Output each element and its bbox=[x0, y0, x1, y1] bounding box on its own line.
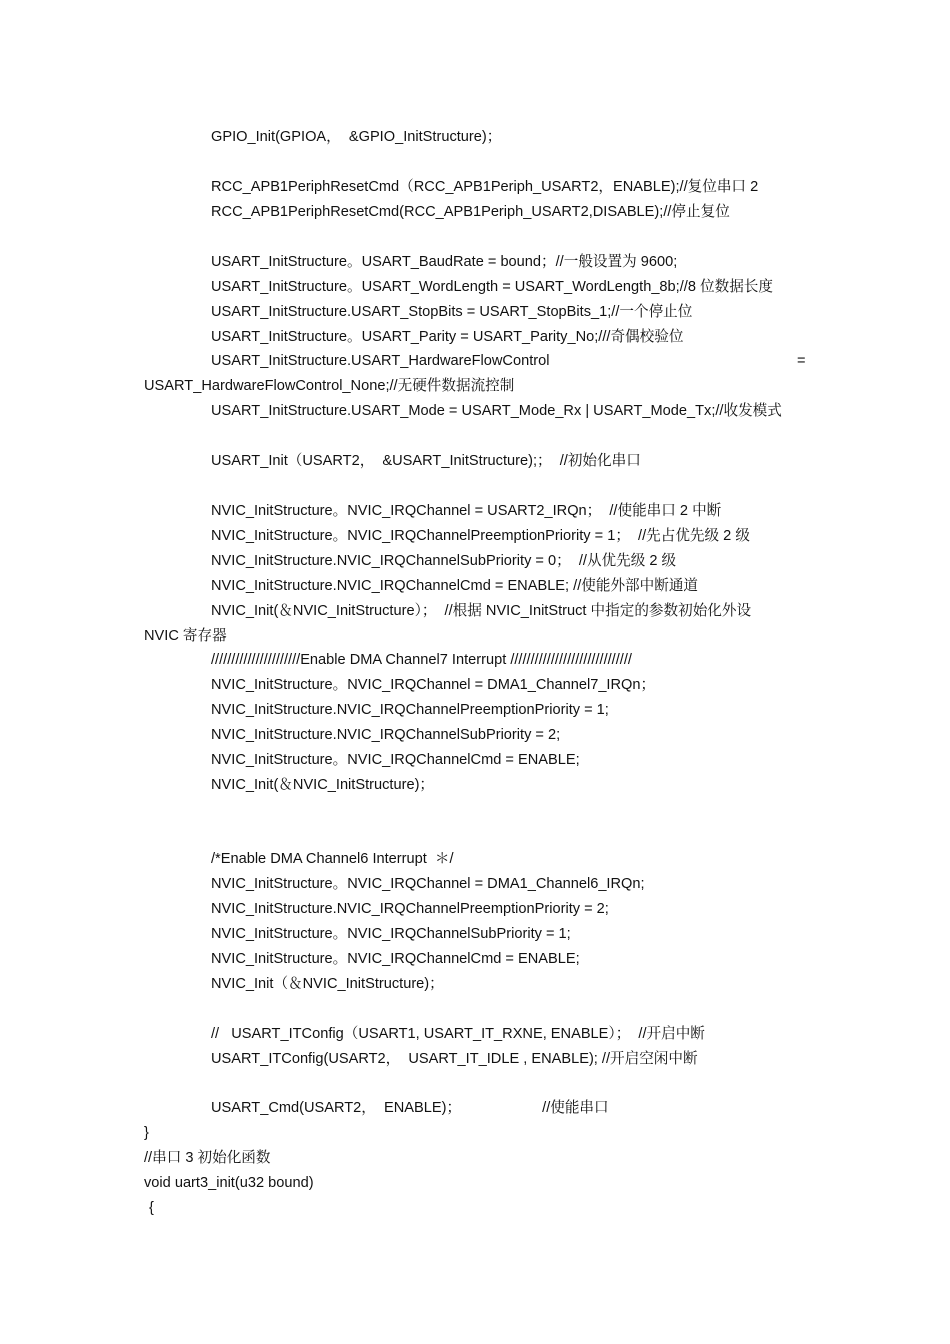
code-line-closing-brace: } bbox=[144, 1125, 149, 1141]
code-line-gpio-init: GPIO_Init(GPIOA， &GPIO_InitStructure)； bbox=[211, 129, 502, 145]
code-line-dma6-irqchannel: NVIC_InitStructure。NVIC_IRQChannel = DMA1_Channel6_IRQn; bbox=[211, 876, 645, 892]
code-line-nvic-cmd: NVIC_InitStructure.NVIC_IRQChannelCmd = ENABLE; //使能外部中断通道 bbox=[211, 578, 699, 594]
code-line-nvic-register: NVIC 寄存器 bbox=[144, 628, 227, 644]
code-line-nvic-preemption: NVIC_InitStructure。NVIC_IRQChannelPreemptionPriority = 1； //先占优先级 2 级 bbox=[211, 528, 750, 544]
code-line-nvic-irqchannel: NVIC_InitStructure。NVIC_IRQChannel = USART2_IRQn； //使能串口 2 中断 bbox=[211, 503, 722, 519]
code-line-dma7-init: NVIC_Init(＆NVIC_InitStructure)； bbox=[211, 777, 435, 793]
code-line-dma7-subpriority: NVIC_InitStructure.NVIC_IRQChannelSubPriority = 2; bbox=[211, 727, 561, 743]
code-line-mode: USART_InitStructure.USART_Mode = USART_Mode_Rx | USART_Mode_Tx;//收发模式 bbox=[211, 403, 782, 419]
code-line-nvic-subpriority: NVIC_InitStructure.NVIC_IRQChannelSubPriority = 0； //从优先级 2 级 bbox=[211, 553, 677, 569]
code-line-dma6-preemption: NVIC_InitStructure.NVIC_IRQChannelPreemptionPriority = 2; bbox=[211, 901, 609, 917]
code-line-dma6-cmd: NVIC_InitStructure。NVIC_IRQChannelCmd = ENABLE; bbox=[211, 951, 580, 967]
code-line-uart3-signature: void uart3_init(u32 bound) bbox=[144, 1175, 314, 1191]
code-line-usart-init: USART_Init（USART2， &USART_InitStructure);； //初始化串口 bbox=[211, 453, 641, 469]
code-line-itconfig-rxne: // USART_ITConfig（USART1, USART_IT_RXNE, ENABLE）； //开启中断 bbox=[211, 1026, 705, 1042]
code-line-parity: USART_InitStructure。USART_Parity = USART_Parity_No;///奇偶校验位 bbox=[211, 329, 684, 345]
code-line-dma7-irqchannel: NVIC_InitStructure。NVIC_IRQChannel = DMA1_Channel7_IRQn； bbox=[211, 677, 656, 693]
code-line-hwflow-equals: = bbox=[797, 353, 806, 369]
code-line-hwflow: USART_InitStructure.USART_HardwareFlowControl bbox=[211, 353, 550, 369]
code-line-hwflow-none: USART_HardwareFlowControl_None;//无硬件数据流控制 bbox=[144, 378, 515, 394]
code-line-dma6-init: NVIC_Init（＆NVIC_InitStructure)； bbox=[211, 976, 444, 992]
code-line-dma6-comment: /*Enable DMA Channel6 Interrupt ＊/ bbox=[211, 851, 454, 867]
code-line-dma7-comment: //////////////////////Enable DMA Channel7 Interrupt ////////////////////////////// bbox=[211, 652, 632, 668]
code-line-dma6-subpriority: NVIC_InitStructure。NVIC_IRQChannelSubPriority = 1; bbox=[211, 926, 571, 942]
code-line-dma7-preemption: NVIC_InitStructure.NVIC_IRQChannelPreemptionPriority = 1; bbox=[211, 702, 609, 718]
code-line-dma7-cmd: NVIC_InitStructure。NVIC_IRQChannelCmd = ENABLE; bbox=[211, 752, 580, 768]
code-line-opening-brace: { bbox=[149, 1200, 154, 1216]
code-line-itconfig-idle: USART_ITConfig(USART2， USART_IT_IDLE , ENABLE); //开启空闲中断 bbox=[211, 1051, 698, 1067]
code-line-wordlength: USART_InitStructure。USART_WordLength = USART_WordLength_8b;//8 位数据长度 bbox=[211, 279, 773, 295]
code-line-usart-cmd: USART_Cmd(USART2， ENABLE)； //使能串口 bbox=[211, 1100, 609, 1116]
code-line-baudrate: USART_InitStructure。USART_BaudRate = bound；//一般设置为 9600; bbox=[211, 254, 678, 270]
code-line-rcc-reset-enable: RCC_APB1PeriphResetCmd（RCC_APB1Periph_USART2，ENABLE);//复位串口 2 bbox=[211, 179, 759, 195]
code-line-uart3-comment: //串口 3 初始化函数 bbox=[144, 1150, 271, 1166]
code-line-stopbits: USART_InitStructure.USART_StopBits = USART_StopBits_1;//一个停止位 bbox=[211, 304, 693, 320]
code-line-rcc-reset-disable: RCC_APB1PeriphResetCmd(RCC_APB1Periph_USART2,DISABLE);//停止复位 bbox=[211, 204, 730, 220]
code-line-nvic-init: NVIC_Init(＆NVIC_InitStructure）； //根据 NVIC_InitStruct 中指定的参数初始化外设 bbox=[211, 603, 752, 619]
